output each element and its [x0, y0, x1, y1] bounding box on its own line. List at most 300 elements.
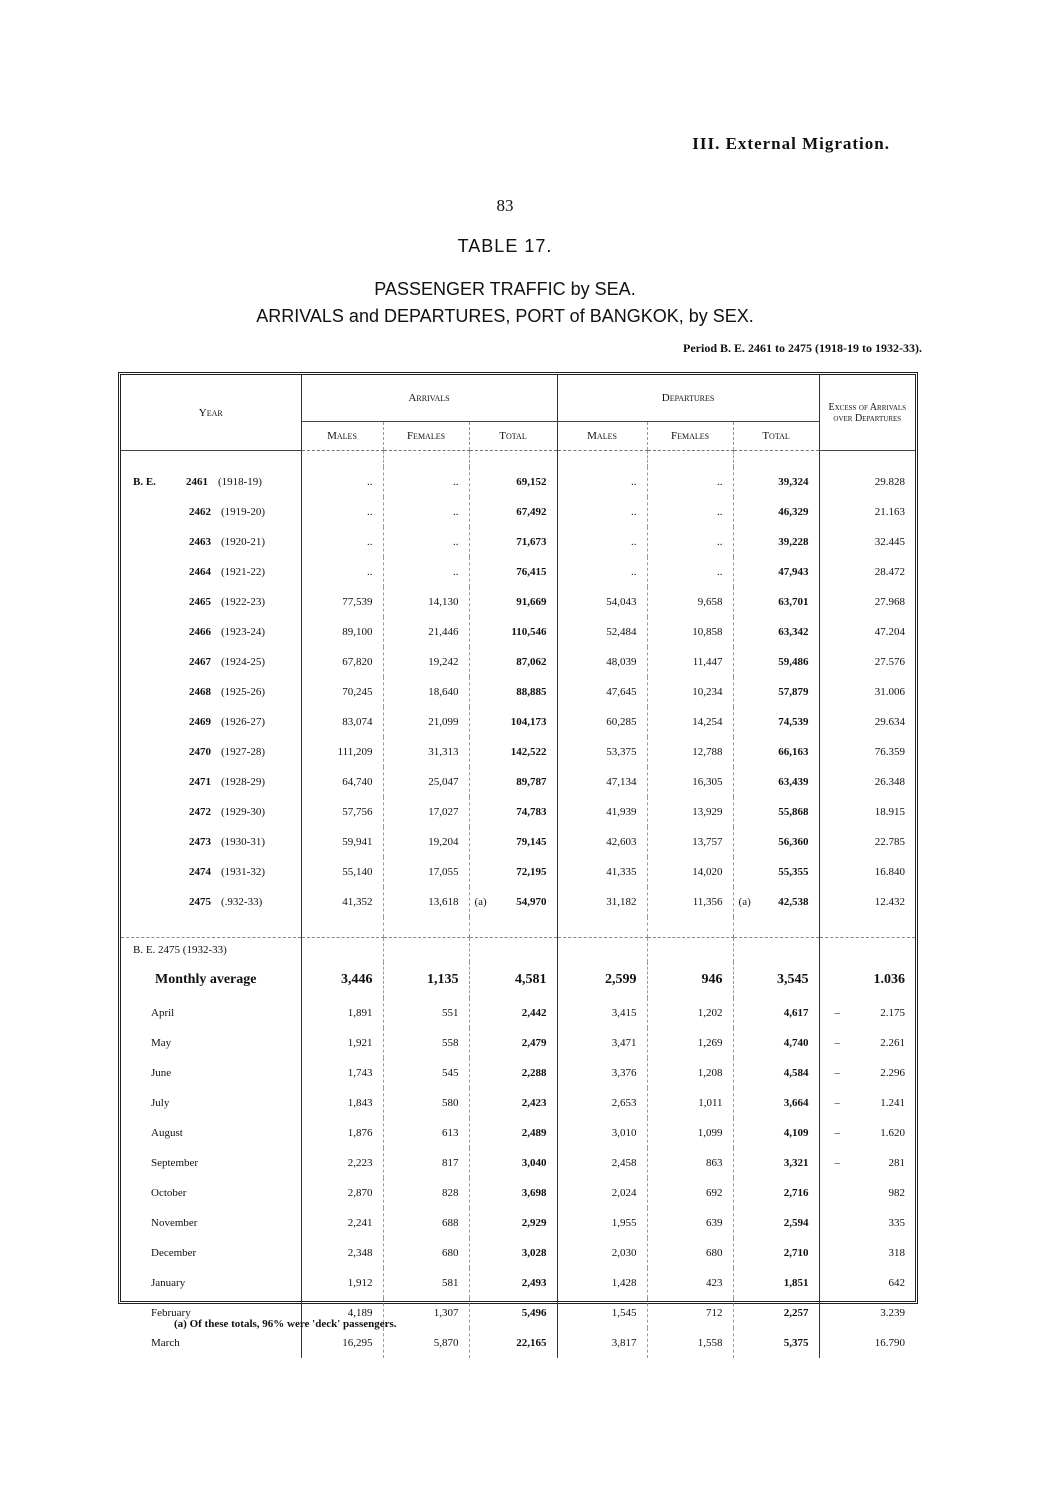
arr-total: 142,522	[469, 737, 557, 767]
excess	[819, 998, 915, 1028]
footnote-marker: (a)	[738, 896, 751, 908]
avg-dt: 3,545	[733, 962, 819, 998]
arr-total: 2,929	[469, 1208, 557, 1238]
dep-total: 4,584	[733, 1058, 819, 1088]
excess: 29.828	[819, 467, 915, 497]
year-range: (1919-20)	[221, 506, 265, 518]
year-cell	[121, 737, 301, 767]
negative-sign: –	[834, 1097, 841, 1109]
dep-males: 1,428	[557, 1268, 647, 1298]
dep-females: 639	[647, 1208, 733, 1238]
excess-value: 281	[888, 1157, 906, 1169]
table-row	[121, 647, 915, 677]
monthly-average-row	[121, 962, 915, 998]
excess: 76.359	[819, 737, 915, 767]
month-row	[121, 998, 915, 1028]
arr-total: 74,783	[469, 797, 557, 827]
dep-males: 60,285	[557, 707, 647, 737]
dep-total: 55,868	[733, 797, 819, 827]
footnote-marker: (a)	[474, 896, 487, 908]
arr-total: 69,152	[469, 467, 557, 497]
arr-total	[469, 887, 557, 917]
month-cell	[121, 1268, 301, 1298]
year-range: (1927-28)	[221, 746, 265, 758]
arr-males: 70,245	[301, 677, 383, 707]
month-name: February	[151, 1307, 191, 1319]
excess: 16.790	[819, 1328, 915, 1358]
table-row	[121, 827, 915, 857]
dep-males: 52,484	[557, 617, 647, 647]
dep-males: ..	[557, 557, 647, 587]
arr-males: 1,876	[301, 1118, 383, 1148]
arr-females: 18,640	[383, 677, 469, 707]
month-cell	[121, 1208, 301, 1238]
year-cell	[121, 497, 301, 527]
dep-total: 63,342	[733, 617, 819, 647]
dep-males: ..	[557, 497, 647, 527]
month-row	[121, 1328, 915, 1358]
avg-dm: 2,599	[557, 962, 647, 998]
dep-females: 1,202	[647, 998, 733, 1028]
negative-sign: –	[834, 1157, 841, 1169]
table-row	[121, 857, 915, 887]
table-row	[121, 677, 915, 707]
year-range: (1924-25)	[221, 656, 265, 668]
dep-males: 3,376	[557, 1058, 647, 1088]
dep-females-header: Females	[647, 422, 733, 451]
dep-total: 57,879	[733, 677, 819, 707]
year-range: (1929-30)	[221, 806, 265, 818]
year-cell	[121, 677, 301, 707]
dep-males: 1,545	[557, 1298, 647, 1328]
excess: 26.348	[819, 767, 915, 797]
dep-females: 13,757	[647, 827, 733, 857]
dep-males-header: Males	[557, 422, 647, 451]
arr-males: 2,870	[301, 1178, 383, 1208]
month-row	[121, 1118, 915, 1148]
month-row	[121, 1268, 915, 1298]
dep-females: 12,788	[647, 737, 733, 767]
dep-males: 31,182	[557, 887, 647, 917]
dep-males: 41,335	[557, 857, 647, 887]
dep-males: 48,039	[557, 647, 647, 677]
year-number: 2466	[189, 626, 211, 638]
dep-total: 1,851	[733, 1268, 819, 1298]
dep-total: 3,321	[733, 1148, 819, 1178]
month-name: July	[151, 1097, 170, 1109]
table-row	[121, 707, 915, 737]
excess	[819, 1088, 915, 1118]
month-name: October	[151, 1187, 187, 1199]
month-cell	[121, 1148, 301, 1178]
dep-males: 47,645	[557, 677, 647, 707]
month-cell	[121, 1328, 301, 1358]
year-range: (1922-23)	[221, 596, 265, 608]
arr-females: ..	[383, 467, 469, 497]
arrivals-header: Arrivals	[301, 375, 557, 422]
table-row	[121, 797, 915, 827]
arr-total: 110,546	[469, 617, 557, 647]
dep-total: 5,375	[733, 1328, 819, 1358]
dep-males: 3,415	[557, 998, 647, 1028]
arr-total: 104,173	[469, 707, 557, 737]
year-number: 2463	[189, 536, 211, 548]
excess: 22.785	[819, 827, 915, 857]
arr-total: 67,492	[469, 497, 557, 527]
dep-total: 39,228	[733, 527, 819, 557]
arr-females: 581	[383, 1268, 469, 1298]
departures-header: Departures	[557, 375, 819, 422]
month-cell	[121, 1238, 301, 1268]
dep-total	[733, 887, 819, 917]
year-number: 2464	[189, 566, 211, 578]
arr-males: 2,223	[301, 1148, 383, 1178]
arr-males: 111,209	[301, 737, 383, 767]
excess: 18.915	[819, 797, 915, 827]
arr-females: 21,446	[383, 617, 469, 647]
year-cell	[121, 647, 301, 677]
month-cell	[121, 998, 301, 1028]
arr-total: 5,496	[469, 1298, 557, 1328]
excess-value: 1.241	[880, 1097, 906, 1109]
year-number: 2472	[189, 806, 211, 818]
page-number: 83	[496, 196, 514, 215]
excess: 16.840	[819, 857, 915, 887]
dep-males: 47,134	[557, 767, 647, 797]
excess: 47.204	[819, 617, 915, 647]
dep-total: 2,257	[733, 1298, 819, 1328]
arr-total: 87,062	[469, 647, 557, 677]
arr-males: 89,100	[301, 617, 383, 647]
dep-total: 2,710	[733, 1238, 819, 1268]
arr-females-header: Females	[383, 422, 469, 451]
dep-females: 14,254	[647, 707, 733, 737]
arr-females: 17,027	[383, 797, 469, 827]
year-number: 2470	[189, 746, 211, 758]
dep-females: 1,269	[647, 1028, 733, 1058]
arr-females: 580	[383, 1088, 469, 1118]
arr-females: ..	[383, 527, 469, 557]
dep-males: ..	[557, 527, 647, 557]
arr-total: 3,028	[469, 1238, 557, 1268]
dep-total: 46,329	[733, 497, 819, 527]
excess-value: 2.296	[880, 1067, 906, 1079]
dep-males: 41,939	[557, 797, 647, 827]
table-row	[121, 767, 915, 797]
dep-females: 680	[647, 1238, 733, 1268]
avg-am: 3,446	[301, 962, 383, 998]
table-row	[121, 467, 915, 497]
arr-total: 2,489	[469, 1118, 557, 1148]
table-row	[121, 617, 915, 647]
dep-total-value: 42,538	[778, 896, 809, 908]
table-period: Period B. E. 2461 to 2475 (1918-19 to 1932-33).	[683, 341, 922, 355]
year-header: Year	[121, 375, 301, 451]
negative-sign: –	[834, 1067, 841, 1079]
dep-females: 1,099	[647, 1118, 733, 1148]
month-cell	[121, 1118, 301, 1148]
excess	[819, 1028, 915, 1058]
arr-males: 55,140	[301, 857, 383, 887]
excess	[819, 1118, 915, 1148]
dep-total: 63,701	[733, 587, 819, 617]
dep-males: 42,603	[557, 827, 647, 857]
year-range: (1918-19)	[217, 476, 262, 488]
dep-males: 1,955	[557, 1208, 647, 1238]
dep-females: 1,208	[647, 1058, 733, 1088]
dep-females: 9,658	[647, 587, 733, 617]
arr-males: 1,843	[301, 1088, 383, 1118]
month-cell	[121, 1058, 301, 1088]
year-cell	[121, 887, 301, 917]
dep-males: 2,030	[557, 1238, 647, 1268]
month-cell	[121, 1178, 301, 1208]
year-cell	[121, 617, 301, 647]
year-range: (1921-22)	[221, 566, 265, 578]
excess: 3.239	[819, 1298, 915, 1328]
table-subtitle: ARRIVALS and DEPARTURES, PORT of BANGKOK, by SEX.	[256, 306, 754, 326]
year-cell	[121, 797, 301, 827]
dep-males: 53,375	[557, 737, 647, 767]
arr-females: 25,047	[383, 767, 469, 797]
avg-at: 4,581	[469, 962, 557, 998]
table-row	[121, 557, 915, 587]
arr-males: 16,295	[301, 1328, 383, 1358]
year-range: (.932-33)	[221, 896, 263, 908]
monthly-period-label: B. E. 2475 (1932-33)	[133, 944, 227, 956]
negative-sign: –	[834, 1007, 841, 1019]
dep-males: 3,817	[557, 1328, 647, 1358]
excess: 318	[819, 1238, 915, 1268]
month-row	[121, 1178, 915, 1208]
excess	[819, 1148, 915, 1178]
month-name: September	[151, 1157, 199, 1169]
dep-females: 10,234	[647, 677, 733, 707]
arr-females: 21,099	[383, 707, 469, 737]
table-title: PASSENGER TRAFFIC by SEA.	[374, 279, 636, 299]
year-cell	[121, 467, 301, 497]
arr-total: 2,479	[469, 1028, 557, 1058]
arr-females: 688	[383, 1208, 469, 1238]
arr-females: 680	[383, 1238, 469, 1268]
arr-males: 1,743	[301, 1058, 383, 1088]
dep-males: 3,471	[557, 1028, 647, 1058]
dep-females: ..	[647, 557, 733, 587]
year-range: (1925-26)	[221, 686, 265, 698]
year-number: 2467	[189, 656, 211, 668]
dep-total: 74,539	[733, 707, 819, 737]
month-name: June	[151, 1067, 172, 1079]
arr-females: 5,870	[383, 1328, 469, 1358]
dep-total: 4,740	[733, 1028, 819, 1058]
arr-males: 83,074	[301, 707, 383, 737]
arr-total: 3,040	[469, 1148, 557, 1178]
table-row	[121, 737, 915, 767]
arr-total: 2,493	[469, 1268, 557, 1298]
dep-males: 54,043	[557, 587, 647, 617]
arr-females: 613	[383, 1118, 469, 1148]
table-body	[121, 451, 915, 1359]
dep-females: 712	[647, 1298, 733, 1328]
excess: 27.968	[819, 587, 915, 617]
month-name: May	[151, 1037, 172, 1049]
year-cell	[121, 827, 301, 857]
dep-males: 2,024	[557, 1178, 647, 1208]
dep-total: 3,664	[733, 1088, 819, 1118]
dep-males: 3,010	[557, 1118, 647, 1148]
year-prefix: B. E.	[133, 476, 156, 488]
excess-header: Excess of Arrivals over Departures	[819, 375, 915, 451]
month-name: August	[151, 1127, 183, 1139]
excess-value: 1.620	[880, 1127, 906, 1139]
arr-females: 14,130	[383, 587, 469, 617]
arr-total-header: Total	[469, 422, 557, 451]
arr-females: ..	[383, 497, 469, 527]
table-row	[121, 527, 915, 557]
arr-males: 67,820	[301, 647, 383, 677]
arr-males: ..	[301, 527, 383, 557]
arr-females: 19,242	[383, 647, 469, 677]
dep-total: 47,943	[733, 557, 819, 587]
year-cell	[121, 587, 301, 617]
arr-females: 17,055	[383, 857, 469, 887]
month-row	[121, 1238, 915, 1268]
dep-females: 423	[647, 1268, 733, 1298]
year-range: (1928-29)	[221, 776, 265, 788]
arr-total: 76,415	[469, 557, 557, 587]
arr-males: 64,740	[301, 767, 383, 797]
arr-total: 2,423	[469, 1088, 557, 1118]
arr-total: 2,288	[469, 1058, 557, 1088]
dep-females: 13,929	[647, 797, 733, 827]
year-number: 2475	[189, 896, 211, 908]
arr-females: ..	[383, 557, 469, 587]
dep-females: 16,305	[647, 767, 733, 797]
arr-total: 3,698	[469, 1178, 557, 1208]
arr-males: 1,912	[301, 1268, 383, 1298]
dep-females: ..	[647, 497, 733, 527]
table-number: TABLE 17.	[457, 236, 553, 256]
arr-females: 817	[383, 1148, 469, 1178]
monthly-average-label: Monthly average	[155, 972, 257, 987]
dep-total: 56,360	[733, 827, 819, 857]
year-cell	[121, 857, 301, 887]
month-cell	[121, 1028, 301, 1058]
dep-total: 66,163	[733, 737, 819, 767]
excess-value: 2.261	[880, 1037, 906, 1049]
dep-total: 63,439	[733, 767, 819, 797]
table-row	[121, 887, 915, 917]
dep-females: ..	[647, 467, 733, 497]
arr-males: 2,348	[301, 1238, 383, 1268]
excess: 982	[819, 1178, 915, 1208]
month-name: April	[151, 1007, 175, 1019]
dep-total: 2,594	[733, 1208, 819, 1238]
arr-total: 88,885	[469, 677, 557, 707]
dep-females: 10,858	[647, 617, 733, 647]
section-heading: III. External Migration.	[692, 134, 890, 153]
table-row	[121, 587, 915, 617]
arr-females: 19,204	[383, 827, 469, 857]
arr-males-header: Males	[301, 422, 383, 451]
arr-females: 828	[383, 1178, 469, 1208]
arr-total: 22,165	[469, 1328, 557, 1358]
excess: 642	[819, 1268, 915, 1298]
dep-total: 55,355	[733, 857, 819, 887]
year-number: 2474	[189, 866, 211, 878]
dep-total: 59,486	[733, 647, 819, 677]
dep-females: 692	[647, 1178, 733, 1208]
month-row	[121, 1058, 915, 1088]
arr-males: 41,352	[301, 887, 383, 917]
arr-males: 1,891	[301, 998, 383, 1028]
arr-total: 89,787	[469, 767, 557, 797]
dep-total: 2,716	[733, 1178, 819, 1208]
dep-females: 14,020	[647, 857, 733, 887]
arr-males: ..	[301, 467, 383, 497]
arr-females: 31,313	[383, 737, 469, 767]
excess: 335	[819, 1208, 915, 1238]
arr-males: 1,921	[301, 1028, 383, 1058]
month-row	[121, 1148, 915, 1178]
dep-females: 1,558	[647, 1328, 733, 1358]
excess: 32.445	[819, 527, 915, 557]
dep-males: ..	[557, 467, 647, 497]
year-cell	[121, 557, 301, 587]
dep-females: ..	[647, 527, 733, 557]
month-cell	[121, 1088, 301, 1118]
month-name: March	[151, 1337, 180, 1349]
year-range: (1926-27)	[221, 716, 265, 728]
arr-females: 545	[383, 1058, 469, 1088]
year-number: 2468	[189, 686, 211, 698]
arr-males: ..	[301, 557, 383, 587]
year-number: 2462	[189, 506, 211, 518]
dep-total: 39,324	[733, 467, 819, 497]
arr-total-value: 54,970	[516, 896, 547, 908]
arr-males: 57,756	[301, 797, 383, 827]
arr-total: 72,195	[469, 857, 557, 887]
month-name: November	[151, 1217, 198, 1229]
arr-total: 79,145	[469, 827, 557, 857]
year-range: (1923-24)	[221, 626, 265, 638]
avg-df: 946	[647, 962, 733, 998]
arr-males: ..	[301, 497, 383, 527]
arr-males: 2,241	[301, 1208, 383, 1238]
excess: 29.634	[819, 707, 915, 737]
month-row	[121, 1028, 915, 1058]
month-name: December	[151, 1247, 197, 1259]
dep-females: 1,011	[647, 1088, 733, 1118]
excess: 31.006	[819, 677, 915, 707]
year-number: 2469	[189, 716, 211, 728]
dep-total-header: Total	[733, 422, 819, 451]
year-cell	[121, 707, 301, 737]
year-cell	[121, 767, 301, 797]
year-number: 2465	[189, 596, 211, 608]
dep-females: 863	[647, 1148, 733, 1178]
dep-total: 4,617	[733, 998, 819, 1028]
arr-females: 551	[383, 998, 469, 1028]
dep-males: 2,653	[557, 1088, 647, 1118]
dep-total: 4,109	[733, 1118, 819, 1148]
excess	[819, 1058, 915, 1088]
year-number: 2471	[189, 776, 211, 788]
negative-sign: –	[834, 1037, 841, 1049]
year-cell	[121, 527, 301, 557]
arr-total: 91,669	[469, 587, 557, 617]
arr-females: 558	[383, 1028, 469, 1058]
